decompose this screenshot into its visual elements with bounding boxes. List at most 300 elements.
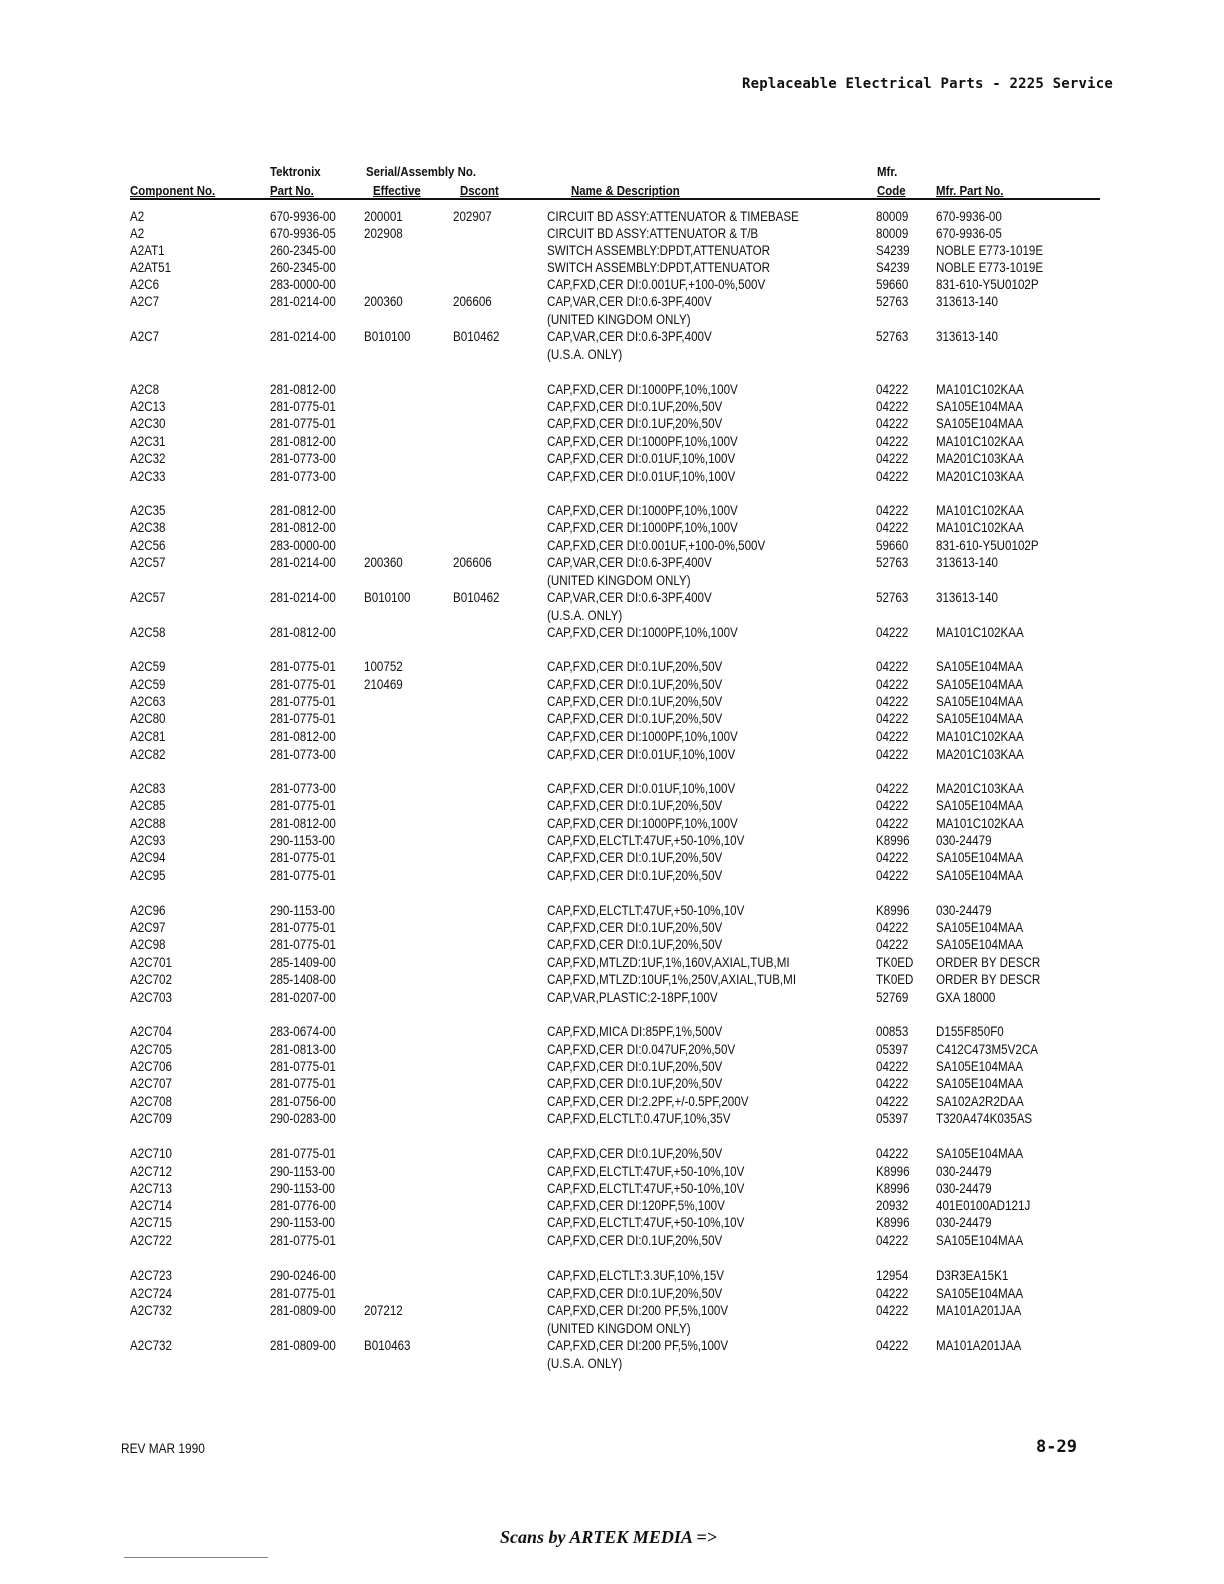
table-row: [0, 849, 1224, 866]
cell-name-description: CAP,FXD,ELCTLT:47UF,+50-10%,10V: [547, 1215, 745, 1230]
cell-component-no: A2C59: [130, 677, 166, 692]
cell-mfr-code: K8996: [876, 1181, 910, 1196]
cell-mfr-part-no: SA105E104MAA: [936, 677, 1024, 692]
cell-mfr-part-no: 831-610-Y5U0102P: [936, 538, 1039, 553]
cell-dscont: B010462: [453, 329, 500, 344]
cell-part-no: 281-0809-00: [270, 1303, 336, 1318]
header-rule: [130, 198, 1100, 200]
cell-mfr-part-no: MA201C103KAA: [936, 781, 1024, 796]
cell-name-description: CAP,FXD,CER DI:1000PF,10%,100V: [547, 520, 738, 535]
cell-dscont: 206606: [453, 555, 492, 570]
cell-mfr-code: 12954: [876, 1268, 909, 1283]
cell-part-no: 283-0000-00: [270, 277, 336, 292]
cell-mfr-code: 04222: [876, 1146, 909, 1161]
cell-part-no: 281-0775-01: [270, 937, 336, 952]
cell-component-no: A2C701: [130, 955, 172, 970]
cell-name-description: CAP,FXD,CER DI:0.1UF,20%,50V: [547, 399, 723, 414]
table-row: [0, 1232, 1224, 1249]
cell-component-no: A2C712: [130, 1164, 172, 1179]
table-row: [0, 1023, 1224, 1040]
cell-mfr-code: K8996: [876, 1164, 910, 1179]
cell-mfr-part-no: 313613-140: [936, 329, 998, 344]
cell-name-description: CAP,FXD,CER DI:120PF,5%,100V: [547, 1198, 725, 1213]
cell-part-no: 670-9936-00: [270, 209, 336, 224]
cell-mfr-part-no: 313613-140: [936, 590, 998, 605]
table-row: [0, 225, 1224, 242]
table-row: [0, 554, 1224, 571]
cell-component-no: A2C57: [130, 555, 166, 570]
cell-name-description: CAP,FXD,CER DI:0.001UF,+100-0%,500V: [547, 277, 766, 292]
cell-mfr-part-no: SA105E104MAA: [936, 1233, 1024, 1248]
cell-effective: B010100: [364, 590, 411, 605]
cell-mfr-code: K8996: [876, 1215, 910, 1230]
cell-part-no: 281-0775-01: [270, 1059, 336, 1074]
cell-part-no: 281-0775-01: [270, 1233, 336, 1248]
table-row: [0, 797, 1224, 814]
cell-mfr-part-no: MA101C102KAA: [936, 382, 1024, 397]
cell-component-no: A2: [130, 226, 145, 241]
cell-part-no: 281-0773-00: [270, 747, 336, 762]
cell-part-no: 281-0775-01: [270, 1286, 336, 1301]
cell-part-no: 283-0000-00: [270, 538, 336, 553]
cell-mfr-part-no: 831-610-Y5U0102P: [936, 277, 1039, 292]
cell-part-no: 260-2345-00: [270, 243, 336, 258]
cell-mfr-code: 04222: [876, 798, 909, 813]
cell-name-description: CAP,VAR,CER DI:0.6-3PF,400V: [547, 294, 712, 309]
cell-mfr-code: 04222: [876, 451, 909, 466]
cell-name-description: CAP,FXD,CER DI:0.1UF,20%,50V: [547, 694, 723, 709]
cell-part-no: 290-0246-00: [270, 1268, 336, 1283]
column-header-mfr: Mfr.: [877, 164, 898, 179]
cell-mfr-code: 04222: [876, 469, 909, 484]
cell-name-description: CIRCUIT BD ASSY:ATTENUATOR & TIMEBASE: [547, 209, 799, 224]
cell-mfr-code: 04222: [876, 937, 909, 952]
cell-component-no: A2C30: [130, 416, 166, 431]
cell-component-no: A2C8: [130, 382, 160, 397]
cell-part-no: 281-0812-00: [270, 520, 336, 535]
cell-name-description: (UNITED KINGDOM ONLY): [547, 312, 691, 327]
cell-name-description: CAP,FXD,CER DI:200 PF,5%,100V: [547, 1338, 729, 1353]
cell-component-no: A2C703: [130, 990, 172, 1005]
cell-name-description: CAP,FXD,CER DI:0.1UF,20%,50V: [547, 1233, 723, 1248]
cell-component-no: A2C33: [130, 469, 166, 484]
cell-mfr-part-no: SA105E104MAA: [936, 920, 1024, 935]
table-row: [0, 415, 1224, 432]
cell-mfr-part-no: NOBLE E773-1019E: [936, 243, 1044, 258]
table-row: [0, 1180, 1224, 1197]
cell-mfr-code: K8996: [876, 833, 910, 848]
cell-part-no: 281-0214-00: [270, 555, 336, 570]
table-row: [0, 676, 1224, 693]
cell-mfr-part-no: NOBLE E773-1019E: [936, 260, 1044, 275]
cell-part-no: 281-0775-01: [270, 850, 336, 865]
cell-name-description: CAP,FXD,CER DI:1000PF,10%,100V: [547, 816, 738, 831]
cell-name-description: CAP,FXD,CER DI:0.1UF,20%,50V: [547, 1059, 723, 1074]
table-row: [0, 658, 1224, 675]
cell-part-no: 281-0775-01: [270, 659, 336, 674]
cell-mfr-part-no: MA101C102KAA: [936, 520, 1024, 535]
cell-part-no: 281-0775-01: [270, 1146, 336, 1161]
cell-name-description: SWITCH ASSEMBLY:DPDT,ATTENUATOR: [547, 243, 770, 258]
cell-mfr-part-no: MA101A201JAA: [936, 1338, 1022, 1353]
cell-name-description: CAP,VAR,CER DI:0.6-3PF,400V: [547, 555, 712, 570]
table-row: [0, 1075, 1224, 1092]
table-row: [0, 589, 1224, 606]
cell-mfr-code: K8996: [876, 903, 910, 918]
footer-revision: REV MAR 1990: [121, 1441, 205, 1456]
cell-name-description: CAP,VAR,CER DI:0.6-3PF,400V: [547, 590, 712, 605]
cell-mfr-code: 04222: [876, 659, 909, 674]
cell-mfr-code: 04222: [876, 1076, 909, 1091]
cell-mfr-code: 04222: [876, 1233, 909, 1248]
cell-component-no: A2C80: [130, 711, 166, 726]
column-header-serial-assembly: Serial/Assembly No.: [366, 164, 476, 179]
cell-mfr-code: 04222: [876, 416, 909, 431]
table-row: [0, 537, 1224, 554]
cell-component-no: A2C59: [130, 659, 166, 674]
cell-part-no: 281-0207-00: [270, 990, 336, 1005]
cell-name-description: CAP,FXD,MICA DI:85PF,1%,500V: [547, 1024, 723, 1039]
cell-part-no: 290-0283-00: [270, 1111, 336, 1126]
cell-component-no: A2C705: [130, 1042, 172, 1057]
table-row: [0, 936, 1224, 953]
cell-mfr-code: TK0ED: [876, 955, 914, 970]
table-row: [0, 815, 1224, 832]
cell-component-no: A2C98: [130, 937, 166, 952]
cell-component-no: A2C707: [130, 1076, 172, 1091]
cell-mfr-part-no: SA105E104MAA: [936, 1286, 1024, 1301]
cell-mfr-code: 04222: [876, 694, 909, 709]
cell-mfr-part-no: MA201C103KAA: [936, 747, 1024, 762]
cell-component-no: A2C706: [130, 1059, 172, 1074]
cell-component-no: A2C6: [130, 277, 160, 292]
table-row: [0, 693, 1224, 710]
table-row: [0, 433, 1224, 450]
cell-mfr-code: 52763: [876, 590, 909, 605]
cell-name-description: CAP,FXD,ELCTLT:3.3UF,10%,15V: [547, 1268, 725, 1283]
cell-component-no: A2C709: [130, 1111, 172, 1126]
cell-component-no: A2C7: [130, 329, 160, 344]
cell-name-description: CAP,FXD,CER DI:0.1UF,20%,50V: [547, 1286, 723, 1301]
cell-dscont: 202907: [453, 209, 492, 224]
cell-mfr-part-no: ORDER BY DESCR: [936, 955, 1041, 970]
cell-dscont: B010462: [453, 590, 500, 605]
cell-mfr-code: 05397: [876, 1111, 909, 1126]
cell-mfr-code: 04222: [876, 1303, 909, 1318]
cell-mfr-code: 59660: [876, 277, 909, 292]
table-row: [0, 954, 1224, 971]
table-row: [0, 572, 1224, 589]
table-row: [0, 1093, 1224, 1110]
table-row: [0, 208, 1224, 225]
cell-mfr-code: 04222: [876, 711, 909, 726]
cell-mfr-part-no: SA105E104MAA: [936, 416, 1024, 431]
column-header-dscont: Dscont: [460, 183, 499, 198]
cell-part-no: 281-0773-00: [270, 451, 336, 466]
cell-mfr-part-no: MA201C103KAA: [936, 469, 1024, 484]
cell-component-no: A2C710: [130, 1146, 172, 1161]
cell-name-description: CAP,FXD,CER DI:0.01UF,10%,100V: [547, 747, 736, 762]
table-row: [0, 502, 1224, 519]
cell-mfr-code: 04222: [876, 1286, 909, 1301]
table-row: [0, 919, 1224, 936]
table-row: [0, 728, 1224, 745]
table-row: [0, 1320, 1224, 1337]
cell-name-description: CAP,FXD,CER DI:0.1UF,20%,50V: [547, 798, 723, 813]
cell-name-description: CAP,FXD,CER DI:2.2PF,+/-0.5PF,200V: [547, 1094, 749, 1109]
cell-component-no: A2C702: [130, 972, 172, 987]
cell-mfr-part-no: 030-24479: [936, 1164, 992, 1179]
cell-part-no: 281-0813-00: [270, 1042, 336, 1057]
table-row: [0, 902, 1224, 919]
cell-mfr-code: 04222: [876, 920, 909, 935]
cell-component-no: A2C35: [130, 503, 166, 518]
cell-part-no: 281-0775-01: [270, 868, 336, 883]
cell-name-description: CAP,FXD,CER DI:0.047UF,20%,50V: [547, 1042, 736, 1057]
cell-mfr-part-no: 030-24479: [936, 903, 992, 918]
cell-mfr-part-no: MA101C102KAA: [936, 625, 1024, 640]
cell-mfr-part-no: D155F850F0: [936, 1024, 1004, 1039]
cell-part-no: 281-0775-01: [270, 798, 336, 813]
cell-name-description: CAP,FXD,CER DI:0.01UF,10%,100V: [547, 781, 736, 796]
column-header-mfr-part-no: Mfr. Part No.: [936, 183, 1004, 198]
cell-part-no: 281-0812-00: [270, 382, 336, 397]
cell-effective: 202908: [364, 226, 403, 241]
cell-component-no: A2C32: [130, 451, 166, 466]
cell-mfr-code: 04222: [876, 850, 909, 865]
cell-part-no: 290-1153-00: [270, 1164, 335, 1179]
cell-component-no: A2C704: [130, 1024, 172, 1039]
cell-name-description: CAP,VAR,CER DI:0.6-3PF,400V: [547, 329, 712, 344]
cell-name-description: CAP,FXD,MTLZD:10UF,1%,250V,AXIAL,TUB,MI: [547, 972, 797, 987]
cell-mfr-code: 52763: [876, 294, 909, 309]
cell-component-no: A2C7: [130, 294, 160, 309]
table-row: [0, 311, 1224, 328]
cell-mfr-part-no: SA105E104MAA: [936, 937, 1024, 952]
cell-mfr-code: S4239: [876, 260, 910, 275]
cell-mfr-code: 52769: [876, 990, 909, 1005]
cell-mfr-part-no: C412C473M5V2CA: [936, 1042, 1038, 1057]
cell-component-no: A2C97: [130, 920, 166, 935]
cell-component-no: A2C93: [130, 833, 166, 848]
cell-mfr-code: 04222: [876, 399, 909, 414]
cell-effective: 100752: [364, 659, 403, 674]
table-row: [0, 1145, 1224, 1162]
cell-mfr-code: 04222: [876, 382, 909, 397]
cell-component-no: A2C732: [130, 1303, 172, 1318]
cell-mfr-code: 04222: [876, 729, 909, 744]
table-row: [0, 259, 1224, 276]
cell-name-description: CAP,FXD,ELCTLT:47UF,+50-10%,10V: [547, 833, 745, 848]
cell-name-description: CAP,FXD,CER DI:1000PF,10%,100V: [547, 625, 738, 640]
table-row: [0, 398, 1224, 415]
cell-name-description: CAP,FXD,ELCTLT:47UF,+50-10%,10V: [547, 1181, 745, 1196]
cell-name-description: CIRCUIT BD ASSY:ATTENUATOR & T/B: [547, 226, 759, 241]
table-row: [0, 1163, 1224, 1180]
cell-part-no: 281-0775-01: [270, 711, 336, 726]
cell-name-description: (UNITED KINGDOM ONLY): [547, 1321, 691, 1336]
cell-mfr-code: 04222: [876, 1059, 909, 1074]
cell-part-no: 281-0775-01: [270, 399, 336, 414]
cell-effective: 200001: [364, 209, 403, 224]
cell-mfr-part-no: SA105E104MAA: [936, 659, 1024, 674]
cell-component-no: A2C713: [130, 1181, 172, 1196]
table-row: [0, 624, 1224, 641]
cell-name-description: CAP,FXD,CER DI:1000PF,10%,100V: [547, 729, 738, 744]
cell-mfr-code: 05397: [876, 1042, 909, 1057]
cell-mfr-part-no: SA105E104MAA: [936, 850, 1024, 865]
table-row: [0, 780, 1224, 797]
table-row: [0, 1285, 1224, 1302]
cell-mfr-part-no: ORDER BY DESCR: [936, 972, 1041, 987]
cell-mfr-part-no: 030-24479: [936, 1181, 992, 1196]
cell-name-description: CAP,FXD,CER DI:0.001UF,+100-0%,500V: [547, 538, 766, 553]
cell-part-no: 285-1408-00: [270, 972, 336, 987]
table-row: [0, 746, 1224, 763]
footer-page-number: 8-29: [1036, 1437, 1077, 1457]
cell-mfr-code: 04222: [876, 816, 909, 831]
table-row: [0, 1110, 1224, 1127]
table-row: [0, 607, 1224, 624]
cell-name-description: CAP,FXD,CER DI:0.1UF,20%,50V: [547, 711, 723, 726]
cell-mfr-part-no: SA102A2R2DAA: [936, 1094, 1024, 1109]
cell-mfr-code: 52763: [876, 329, 909, 344]
cell-mfr-code: 80009: [876, 226, 909, 241]
cell-mfr-part-no: SA105E104MAA: [936, 798, 1024, 813]
cell-component-no: A2C81: [130, 729, 166, 744]
cell-mfr-part-no: GXA 18000: [936, 990, 996, 1005]
cell-part-no: 281-0812-00: [270, 816, 336, 831]
cell-name-description: SWITCH ASSEMBLY:DPDT,ATTENUATOR: [547, 260, 770, 275]
cell-name-description: CAP,FXD,CER DI:0.1UF,20%,50V: [547, 920, 723, 935]
cell-mfr-code: 52763: [876, 555, 909, 570]
credit-underline: [124, 1557, 268, 1558]
table-row: [0, 1355, 1224, 1372]
cell-component-no: A2C732: [130, 1338, 172, 1353]
cell-component-no: A2C31: [130, 434, 166, 449]
cell-effective: 200360: [364, 294, 403, 309]
cell-mfr-part-no: MA201C103KAA: [936, 451, 1024, 466]
table-row: [0, 242, 1224, 259]
cell-mfr-code: 59660: [876, 538, 909, 553]
cell-component-no: A2AT1: [130, 243, 165, 258]
cell-mfr-code: 04222: [876, 520, 909, 535]
cell-mfr-code: S4239: [876, 243, 910, 258]
table-row: [0, 971, 1224, 988]
cell-mfr-code: 04222: [876, 868, 909, 883]
cell-mfr-part-no: 030-24479: [936, 1215, 992, 1230]
cell-component-no: A2C715: [130, 1215, 172, 1230]
cell-part-no: 283-0674-00: [270, 1024, 336, 1039]
cell-part-no: 281-0756-00: [270, 1094, 336, 1109]
cell-mfr-code: 04222: [876, 747, 909, 762]
cell-component-no: A2C722: [130, 1233, 172, 1248]
cell-mfr-part-no: T320A474K035AS: [936, 1111, 1033, 1126]
cell-name-description: CAP,VAR,PLASTIC:2-18PF,100V: [547, 990, 718, 1005]
cell-component-no: A2C96: [130, 903, 166, 918]
cell-mfr-part-no: D3R3EA15K1: [936, 1268, 1009, 1283]
cell-name-description: CAP,FXD,CER DI:0.01UF,10%,100V: [547, 469, 736, 484]
cell-component-no: A2C95: [130, 868, 166, 883]
cell-part-no: 281-0812-00: [270, 625, 336, 640]
table-row: [0, 1267, 1224, 1284]
cell-mfr-code: 04222: [876, 434, 909, 449]
cell-part-no: 281-0214-00: [270, 329, 336, 344]
table-row: [0, 832, 1224, 849]
cell-name-description: (U.S.A. ONLY): [547, 347, 623, 362]
cell-name-description: CAP,FXD,CER DI:0.1UF,20%,50V: [547, 659, 723, 674]
cell-dscont: 206606: [453, 294, 492, 309]
cell-mfr-code: 04222: [876, 1338, 909, 1353]
cell-mfr-code: 04222: [876, 1094, 909, 1109]
cell-name-description: CAP,FXD,CER DI:1000PF,10%,100V: [547, 434, 738, 449]
column-header-part-no: Part No.: [270, 183, 314, 198]
cell-name-description: CAP,FXD,ELCTLT:47UF,+50-10%,10V: [547, 903, 745, 918]
cell-mfr-part-no: SA105E104MAA: [936, 399, 1024, 414]
cell-mfr-part-no: SA105E104MAA: [936, 1146, 1024, 1161]
cell-name-description: CAP,FXD,CER DI:1000PF,10%,100V: [547, 503, 738, 518]
cell-mfr-code: 20932: [876, 1198, 909, 1213]
cell-part-no: 285-1409-00: [270, 955, 336, 970]
cell-mfr-code: 00853: [876, 1024, 909, 1039]
cell-mfr-part-no: MA101A201JAA: [936, 1303, 1022, 1318]
column-header-tektronix: Tektronix: [270, 164, 321, 179]
cell-mfr-code: 04222: [876, 625, 909, 640]
cell-component-no: A2C88: [130, 816, 166, 831]
cell-part-no: 281-0812-00: [270, 434, 336, 449]
cell-effective: 200360: [364, 555, 403, 570]
cell-component-no: A2C724: [130, 1286, 172, 1301]
cell-component-no: A2C58: [130, 625, 166, 640]
cell-component-no: A2C13: [130, 399, 166, 414]
table-row: [0, 1214, 1224, 1231]
cell-part-no: 260-2345-00: [270, 260, 336, 275]
cell-component-no: A2C38: [130, 520, 166, 535]
table-row: [0, 1337, 1224, 1354]
cell-component-no: A2C82: [130, 747, 166, 762]
cell-mfr-code: TK0ED: [876, 972, 914, 987]
cell-effective: 210469: [364, 677, 403, 692]
table-row: [0, 468, 1224, 485]
cell-part-no: 281-0775-01: [270, 694, 336, 709]
table-row: [0, 381, 1224, 398]
table-row: [0, 276, 1224, 293]
cell-part-no: 281-0773-00: [270, 469, 336, 484]
cell-component-no: A2C83: [130, 781, 166, 796]
column-header-name-description: Name & Description: [571, 183, 680, 198]
cell-part-no: 281-0775-01: [270, 416, 336, 431]
cell-name-description: CAP,FXD,CER DI:0.1UF,20%,50V: [547, 1146, 723, 1161]
cell-component-no: A2AT51: [130, 260, 172, 275]
cell-component-no: A2C56: [130, 538, 166, 553]
cell-component-no: A2: [130, 209, 145, 224]
cell-part-no: 290-1153-00: [270, 1215, 335, 1230]
cell-effective: B010100: [364, 329, 411, 344]
cell-mfr-part-no: 401E0100AD121J: [936, 1198, 1031, 1213]
cell-name-description: (UNITED KINGDOM ONLY): [547, 573, 691, 588]
cell-mfr-code: 04222: [876, 503, 909, 518]
cell-part-no: 281-0773-00: [270, 781, 336, 796]
cell-mfr-part-no: MA101C102KAA: [936, 729, 1024, 744]
cell-part-no: 290-1153-00: [270, 833, 335, 848]
cell-mfr-part-no: SA105E104MAA: [936, 868, 1024, 883]
cell-mfr-part-no: 670-9936-05: [936, 226, 1002, 241]
cell-mfr-part-no: SA105E104MAA: [936, 1059, 1024, 1074]
cell-name-description: CAP,FXD,CER DI:0.1UF,20%,50V: [547, 416, 723, 431]
cell-part-no: 290-1153-00: [270, 903, 335, 918]
cell-mfr-code: 80009: [876, 209, 909, 224]
cell-part-no: 281-0214-00: [270, 590, 336, 605]
